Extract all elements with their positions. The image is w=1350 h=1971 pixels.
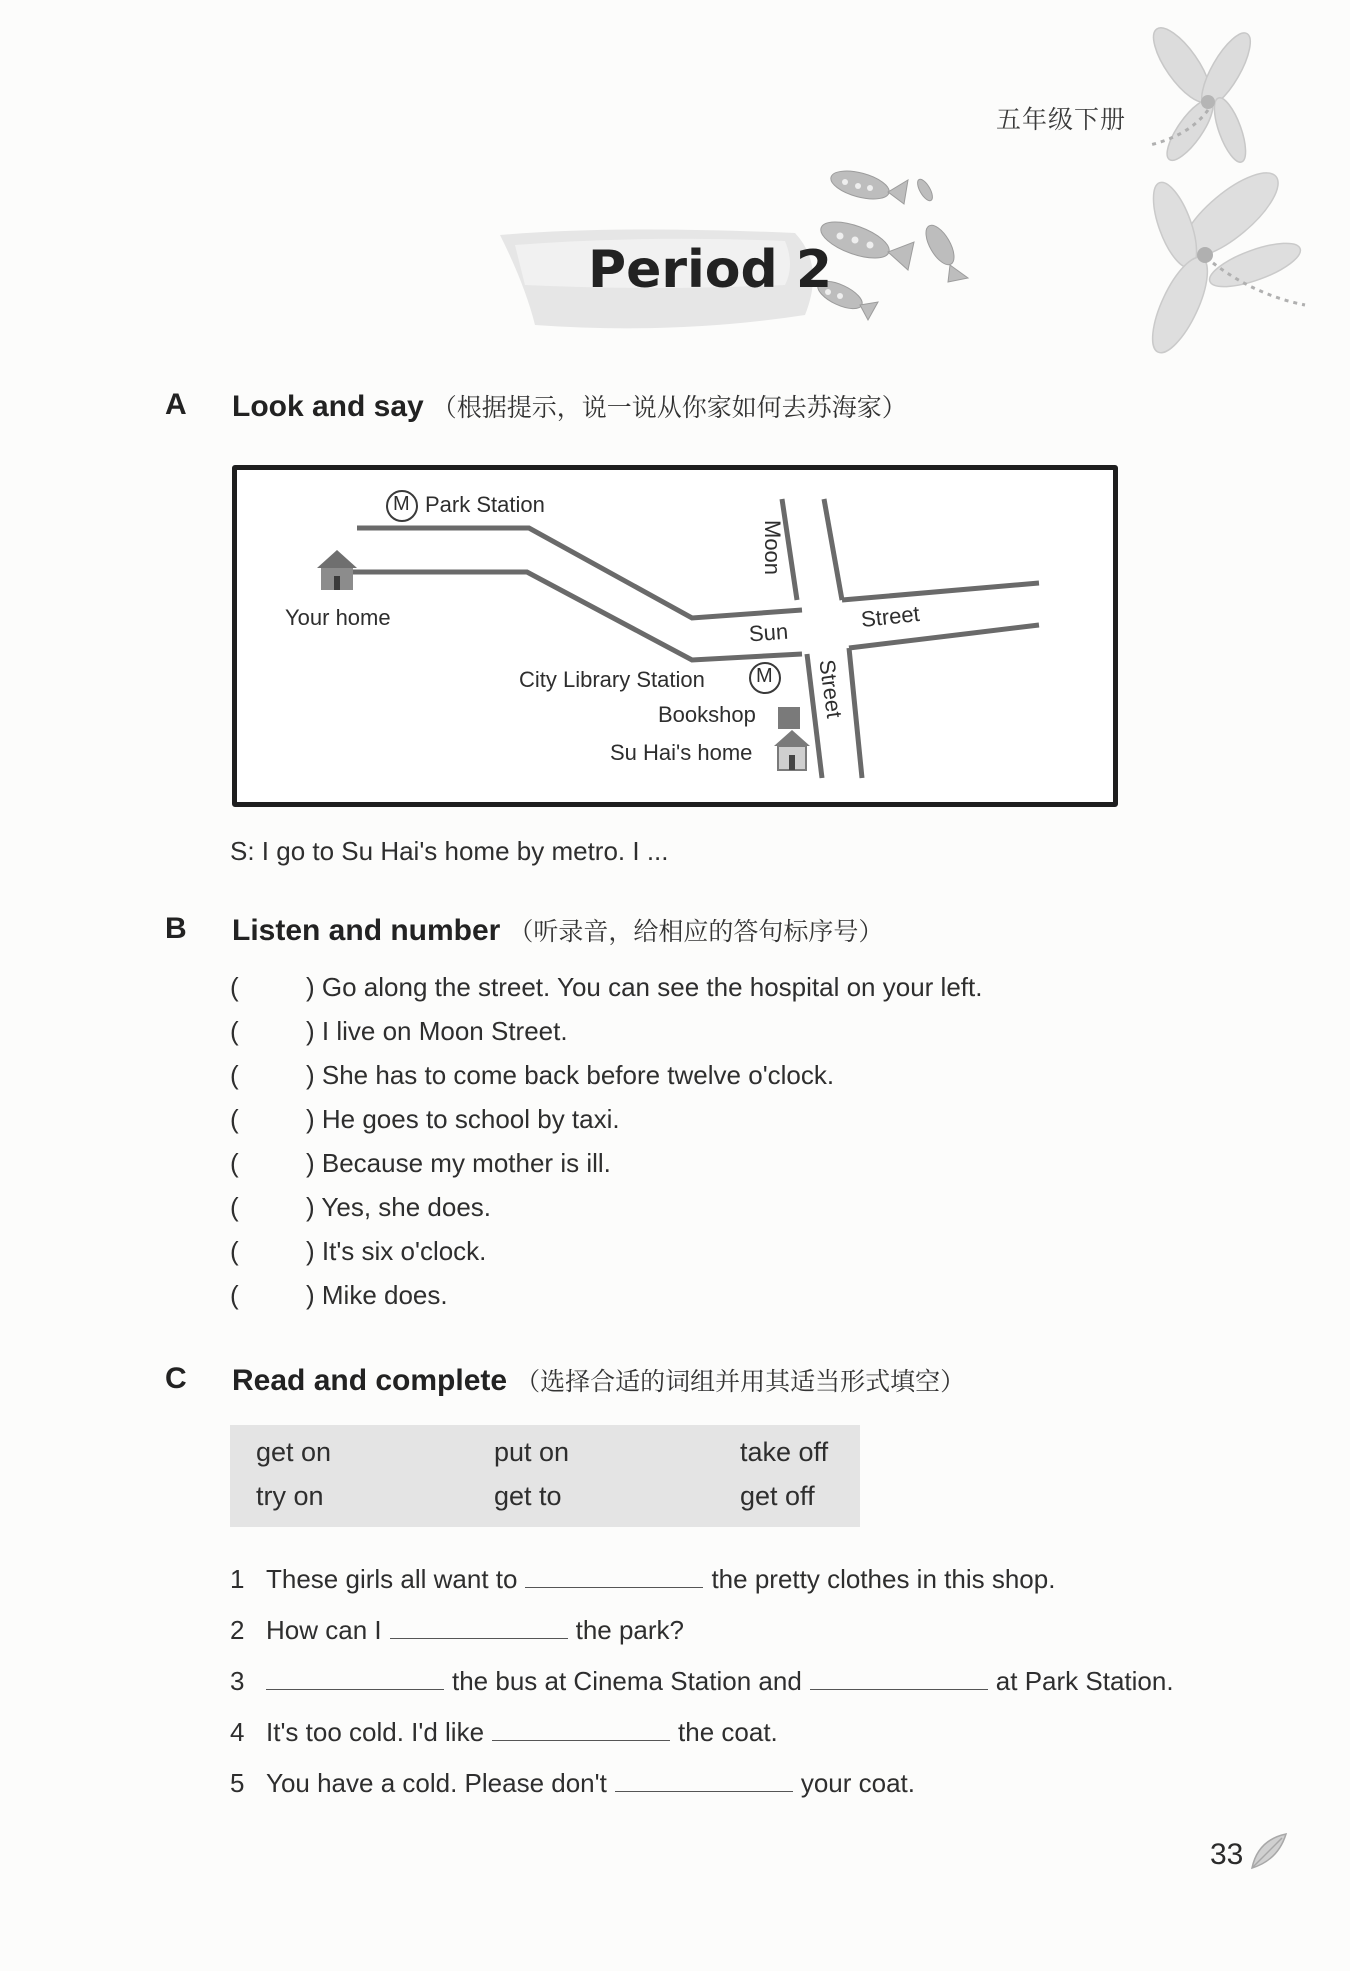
exercise-row [230,1717,778,1748]
su-hai-home-icon [774,730,810,770]
listen-item-text: ) I live on Moon Street. [306,1016,568,1046]
street-label-horizontal: Street [859,601,921,633]
exercise-text-after: the park? [575,1615,685,1645]
phrase-option: take off [740,1437,829,1467]
exercise-text-before: It's too cold. I'd like [266,1717,485,1747]
section-b-heading [232,912,883,948]
section-c-letter: C [165,1362,187,1395]
dragonfly-decoration-top [1130,20,1270,170]
exercise-row [230,1666,1174,1697]
paren-open: ( [230,1104,239,1134]
paren-open: ( [230,1192,239,1222]
bookshop-label: Bookshop [658,702,756,727]
exercise-text-before: You have a cold. Please don't [266,1768,607,1798]
page-title: Period 2 [587,240,833,300]
exercise-text-middle: the bus at Cinema Station and [452,1666,802,1696]
paren-open: ( [230,972,239,1002]
exercise-text-after: the coat. [678,1717,778,1747]
paren-open: ( [230,1016,239,1046]
paren-open: ( [230,1236,239,1266]
number-answer-box[interactable] [248,976,310,1006]
grade-label: 五年级下册 [996,106,1127,134]
number-answer-box[interactable] [248,1152,310,1182]
paren-open: ( [230,1280,239,1310]
phrase-option: put on [494,1437,570,1467]
exercise-number: 3 [230,1666,245,1696]
section-b-note: （听录音，给相应的答句标序号） [508,918,884,946]
paren-open: ( [230,1060,239,1090]
bookshop-icon [778,707,800,729]
moon-street-label: Moon [760,520,785,576]
listen-item-text: ) Yes, she does. [306,1192,492,1222]
exercise-text-after: your coat. [800,1768,915,1798]
answer-blank[interactable] [492,1718,670,1741]
your-home-icon [317,550,357,590]
your-home-label: Your home [285,605,391,630]
number-answer-box[interactable] [248,1064,310,1094]
exercise-row [230,1564,1055,1595]
listen-item-text: ) She has to come back before twelve o'clock. [306,1060,835,1090]
page-number: 33 [1210,1838,1244,1871]
phrase-option: try on [256,1481,324,1511]
route-map [232,465,1118,807]
answer-blank[interactable] [810,1667,988,1690]
exercise-text-after: the pretty clothes in this shop. [711,1564,1056,1594]
section-a-letter: A [165,388,187,421]
city-library-station-label: City Library Station [519,667,705,692]
listen-item-text: ) Mike does. [306,1280,448,1310]
leaf-icon [1248,1830,1290,1872]
exercise-text-after: at Park Station. [995,1666,1174,1696]
phrase-option: get off [740,1481,815,1511]
library-metro-symbol: M [756,665,773,687]
exercise-row [230,1768,915,1799]
exercise-row [230,1615,684,1646]
exercise-text-before: These girls all want to [266,1564,518,1594]
answer-blank[interactable] [390,1616,568,1639]
park-station-label: Park Station [425,492,545,517]
street-label-vertical: Street [814,658,848,720]
section-a-title: Look and say [232,390,424,423]
phrase-option: get to [494,1481,562,1511]
exercise-number: 5 [230,1768,245,1798]
section-a-note: （根据提示，说一说从你家如何去苏海家） [431,394,907,422]
su-hai-home-label: Su Hai's home [610,740,753,765]
answer-blank[interactable] [615,1769,793,1792]
section-c-note: （选择合适的词组并用其适当形式填空） [515,1368,966,1396]
exercise-number: 1 [230,1564,245,1594]
section-b-letter: B [165,912,187,945]
exercise-number: 4 [230,1717,245,1747]
exercise-text-before: How can I [266,1615,382,1645]
number-answer-box[interactable] [248,1240,310,1270]
listen-item-text: ) Go along the street. You can see the hospital on your left. [306,972,983,1002]
section-b-title: Listen and number [232,914,501,947]
number-answer-box[interactable] [248,1284,310,1314]
listen-item-text: ) It's six o'clock. [306,1236,487,1266]
listen-item-text: ) He goes to school by taxi. [306,1104,620,1134]
section-c-title: Read and complete [232,1364,508,1397]
phrase-option: get on [256,1437,332,1467]
number-answer-box[interactable] [248,1196,310,1226]
speaking-prompt: S: I go to Su Hai's home by metro. I ... [230,836,669,866]
park-metro-symbol: M [393,493,410,515]
sun-street-label: Sun [748,618,789,647]
section-c-heading [232,1362,965,1398]
paren-open: ( [230,1148,239,1178]
answer-blank[interactable] [525,1565,703,1588]
listen-item-text: ) Because my mother is ill. [306,1148,611,1178]
phrase-bank [230,1425,860,1527]
answer-blank[interactable] [266,1667,444,1690]
number-answer-box[interactable] [248,1020,310,1050]
dragonfly-decoration-bottom [1135,155,1335,365]
section-a-heading [232,388,907,424]
number-answer-box[interactable] [248,1108,310,1138]
exercise-number: 2 [230,1615,245,1645]
